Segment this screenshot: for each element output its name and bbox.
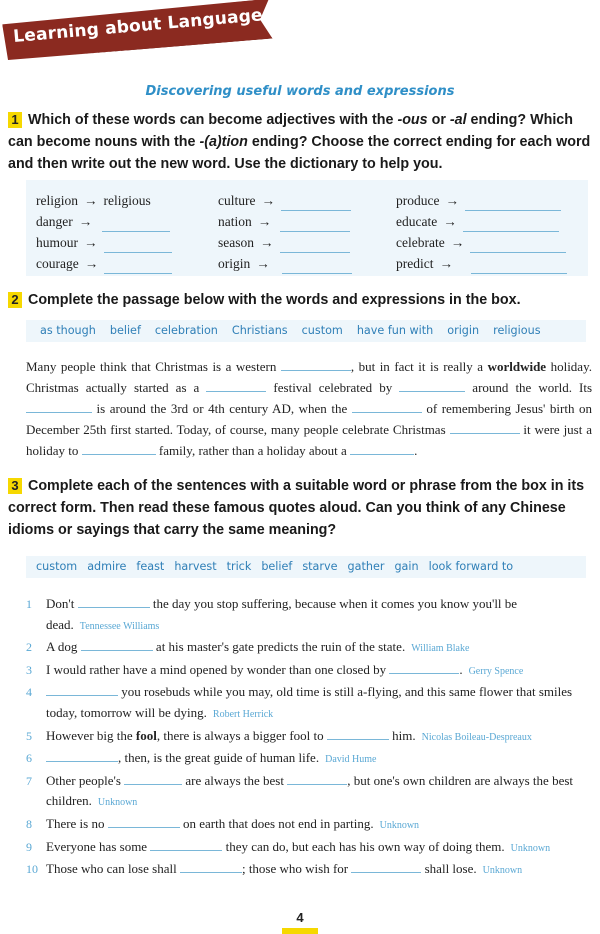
word: predict — [396, 256, 434, 271]
question-1 — [8, 109, 593, 175]
question-number: 2 — [8, 292, 22, 308]
answer-blank[interactable] — [104, 259, 172, 274]
passage-text: it were just a holiday to — [26, 422, 592, 458]
passage-blank[interactable] — [82, 441, 156, 455]
quote-blank[interactable] — [351, 859, 421, 873]
box-word: look forward to — [428, 560, 514, 573]
quote-row — [26, 637, 594, 660]
q2-passage — [26, 356, 592, 461]
question-number: 1 — [8, 112, 22, 128]
q2-text: Complete the passage below with the words and expressions in the box. — [28, 292, 521, 308]
quote-text: However big the — [46, 727, 136, 743]
word-box — [26, 180, 588, 276]
example-answer: religious — [103, 193, 151, 208]
quote-text: at his master's gate predicts the ruin of the state. — [152, 639, 406, 655]
box-word: trick — [226, 560, 252, 573]
section-subtitle: Discovering useful words and expressions — [145, 84, 455, 99]
q1-al: -al — [449, 112, 467, 128]
arrow: → — [261, 193, 275, 208]
box-word: belief — [109, 324, 141, 337]
quote-blank[interactable] — [180, 859, 242, 873]
word: courage — [36, 256, 79, 271]
passage-blank[interactable] — [281, 357, 351, 371]
q3-quotes — [26, 594, 594, 882]
quote-text: I would rather have a mind opened by wonder than one closed by — [46, 661, 390, 677]
q2-word-box — [26, 320, 586, 342]
quote-author: Gerry Spence — [468, 665, 524, 677]
arrow: → — [443, 214, 457, 229]
box-word: feast — [136, 560, 165, 573]
quote-blank[interactable] — [78, 594, 150, 608]
line-number: 2 — [26, 640, 32, 655]
quote-author: Unknown — [482, 865, 523, 877]
box-word: starve — [302, 560, 338, 573]
line-number: 1 — [26, 597, 32, 611]
quote-text: Everyone has some — [46, 838, 151, 854]
q1-text: ending? Which can become nouns with the — [8, 112, 573, 150]
passage-text: . — [414, 443, 418, 458]
word: season — [218, 235, 254, 250]
box-word: celebration — [154, 324, 218, 337]
box-word: gain — [394, 560, 419, 573]
quote-text: you rosebuds while you may, old time is still a-flying, and this same flower that smiles today, tomorrow will be dying. — [46, 684, 573, 720]
quote-blank[interactable] — [81, 637, 153, 651]
box-word: religious — [493, 324, 541, 337]
quote-text: , but one's own children are always the best children. — [46, 772, 574, 809]
passage-text: , but in fact it is really a — [350, 359, 488, 374]
answer-blank[interactable] — [471, 259, 567, 274]
answer-blank[interactable] — [280, 238, 350, 253]
line-number: 6 — [26, 751, 32, 766]
box-word: gather — [347, 560, 385, 573]
box-word: Christians — [231, 324, 288, 337]
quote-author: Unknown — [97, 797, 138, 809]
quote-text: , then, is the great guide of human life. — [118, 750, 320, 766]
q3-word-box — [26, 556, 586, 578]
quote-author: Tennessee Williams — [79, 620, 160, 632]
quote-bold-word: fool — [135, 727, 157, 743]
box-word: custom — [301, 324, 343, 337]
section-banner — [2, 0, 273, 68]
word: celebrate — [396, 235, 445, 250]
arrow: → — [445, 193, 459, 208]
quote-text: him. — [388, 727, 416, 743]
answer-blank[interactable] — [463, 217, 559, 232]
quote-blank[interactable] — [327, 726, 389, 740]
line-number: 9 — [26, 839, 32, 854]
word: produce — [396, 193, 440, 208]
quote-author: Unknown — [510, 842, 551, 854]
arrow: → — [450, 235, 465, 250]
quote-text: they can do, but each has his own way of doing them. — [222, 838, 505, 854]
quote-text: ; those who wish for — [241, 861, 352, 877]
arrow: → — [260, 235, 274, 250]
word: educate — [396, 214, 438, 229]
q1-text: or — [427, 112, 450, 128]
q1-text: Which of these words can become adjectives with the — [28, 112, 398, 128]
line-number: 7 — [26, 773, 32, 788]
line-number: 5 — [26, 728, 32, 743]
quote-author: Unknown — [379, 819, 420, 831]
q1-text: ending? Choose the correct ending for each word and then write out the new word. Use the dictionary to help you. — [8, 134, 591, 172]
arrow: → — [256, 256, 270, 271]
box-word: origin — [447, 324, 480, 337]
word: humour — [36, 235, 78, 250]
box-word: have fun with — [356, 324, 434, 337]
q1-ation: -(a)tion — [199, 134, 248, 150]
quote-row — [26, 594, 594, 637]
question-number: 3 — [8, 478, 22, 494]
q3-text: Complete each of the sentences with a suitable word or phrase from the box in its correct form. Then read these famous quotes aloud. Can you think of any Chinese idioms or sayings that carry the same meaning? — [8, 478, 585, 538]
word-column-2 — [218, 190, 352, 274]
quote-row — [26, 859, 594, 882]
banner-title: Learning about Language — [12, 5, 264, 48]
passage-blank[interactable] — [450, 420, 520, 434]
quote-row — [26, 660, 594, 683]
quote-blank[interactable] — [150, 837, 222, 851]
passage-text: festival celebrated by — [266, 380, 400, 395]
quote-blank[interactable] — [389, 660, 459, 674]
quote-text: A dog — [46, 639, 81, 655]
quote-row — [26, 748, 594, 771]
box-word: custom — [36, 560, 78, 573]
arrow: → — [84, 256, 99, 271]
arrow: → — [84, 193, 98, 208]
passage-text: is around the 3rd or 4th century AD, when the — [92, 401, 352, 416]
quote-author: Robert Herrick — [212, 708, 274, 720]
answer-blank[interactable] — [470, 238, 566, 253]
line-number: 10 — [26, 862, 38, 877]
box-word: belief — [261, 560, 293, 573]
passage-text: holiday. Christmas actually started as a — [26, 359, 592, 395]
quote-text: , there is always a bigger fool to — [156, 727, 327, 743]
word: religion — [36, 193, 78, 208]
word-column-3 — [396, 190, 567, 274]
answer-blank[interactable] — [102, 217, 170, 232]
quote-author: David Hume — [325, 754, 377, 766]
page-number: 4 — [296, 910, 304, 925]
answer-blank[interactable] — [281, 196, 351, 211]
answer-blank[interactable] — [282, 259, 352, 274]
quote-author: William Blake — [411, 643, 470, 655]
quote-row — [26, 771, 594, 814]
q1-ous: -ous — [397, 112, 428, 128]
word: nation — [218, 214, 252, 229]
passage-bold-word: worldwide — [487, 359, 547, 374]
quote-blank[interactable] — [108, 814, 180, 828]
quote-text: on earth that does not end in parting. — [179, 815, 374, 831]
quote-row — [26, 837, 594, 860]
word: danger — [36, 214, 73, 229]
quote-row — [26, 726, 594, 749]
arrow: → — [439, 256, 453, 271]
passage-text: around the world. Its — [465, 380, 593, 395]
quote-blank[interactable] — [124, 771, 182, 785]
arrow: → — [78, 214, 93, 229]
line-number: 4 — [26, 685, 32, 700]
passage-blank[interactable] — [206, 378, 266, 392]
arrow: → — [257, 214, 272, 229]
word: origin — [218, 256, 251, 271]
box-word: as though — [40, 324, 96, 337]
line-number: 8 — [26, 816, 32, 831]
question-2 — [8, 289, 593, 311]
word-column-1 — [36, 190, 172, 274]
passage-text: of remembering Jesus' birth on December 25th first started. Today, of course, many people celebrate Christmas — [26, 401, 592, 437]
passage-blank[interactable] — [399, 378, 465, 392]
passage-blank[interactable] — [350, 441, 414, 455]
answer-blank[interactable] — [465, 196, 561, 211]
quote-author: Nicolas Boileau-Despreaux — [421, 731, 532, 743]
quote-text: Those who can lose shall — [46, 861, 180, 877]
quote-row — [26, 682, 594, 725]
question-3 — [8, 475, 593, 541]
passage-text: Many people think that Christmas is a western — [26, 359, 281, 374]
quote-text: Other people's — [46, 772, 125, 788]
quote-blank[interactable] — [46, 748, 118, 762]
quote-text: Don't — [46, 596, 78, 611]
box-word: admire — [87, 560, 127, 573]
box-word: harvest — [174, 560, 217, 573]
arrow: → — [84, 235, 98, 250]
answer-blank[interactable] — [280, 217, 350, 232]
word: culture — [218, 193, 256, 208]
answer-blank[interactable] — [104, 238, 172, 253]
quote-text: the day you stop suffering, because when it comes you know you'll be dead. — [46, 596, 518, 632]
quote-blank[interactable] — [287, 771, 347, 785]
quote-text: There is no — [46, 815, 108, 831]
quote-text: shall lose. — [421, 861, 477, 877]
page-number-bar — [282, 928, 318, 934]
passage-blank[interactable] — [26, 399, 92, 413]
quote-text: are always the best — [182, 772, 288, 788]
passage-text: family, rather than a holiday about a — [155, 443, 351, 458]
quote-text: . — [459, 661, 463, 677]
quote-blank[interactable] — [46, 682, 118, 696]
quote-row — [26, 814, 594, 837]
line-number: 3 — [26, 662, 32, 677]
passage-blank[interactable] — [352, 399, 422, 413]
